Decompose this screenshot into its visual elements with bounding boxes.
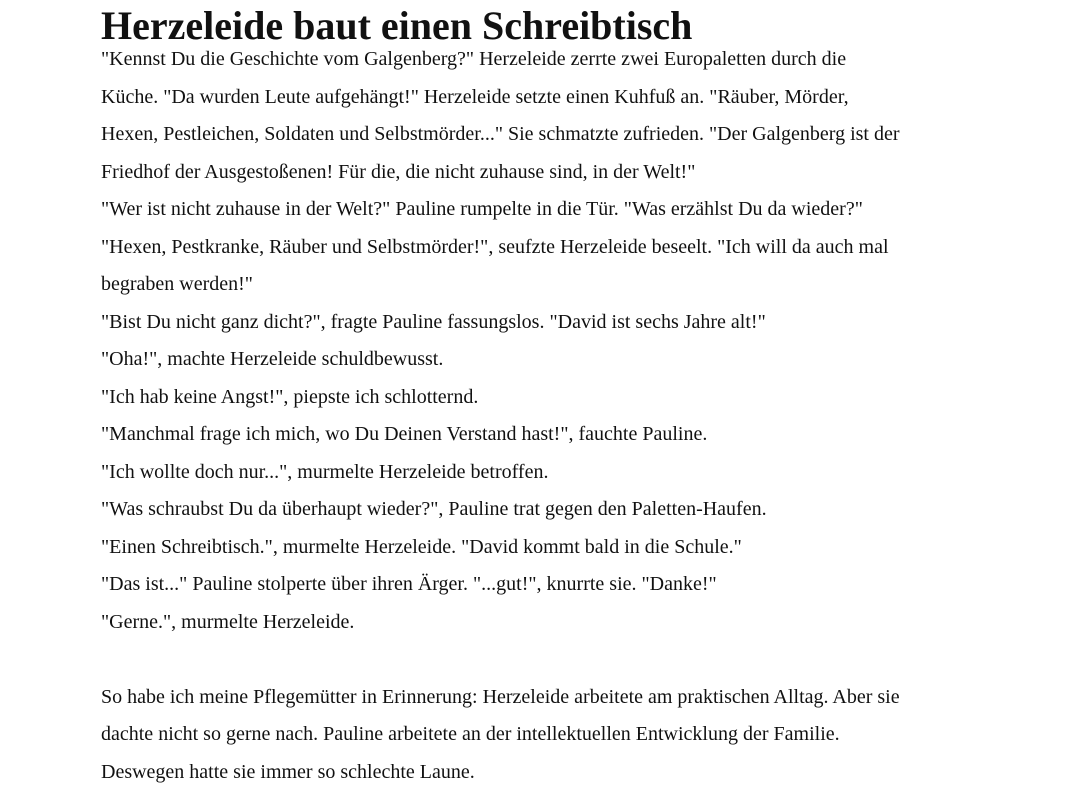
paragraph-schreibtisch: "Einen Schreibtisch.", murmelte Herzeleide. "David kommt bald in die Schule." [101, 535, 742, 558]
paragraph-begraben: "Hexen, Pestkranke, Räuber und Selbstmörder!", seufzte Herzeleide beseelt. "Ich will da auch mal begraben werden!" [101, 235, 889, 295]
paragraph-oha: "Oha!", machte Herzeleide schuldbewusst. [101, 348, 444, 370]
article [101, 3, 1001, 791]
paragraph-galgenberg: "Kennst Du die Geschichte vom Galgenberg?" Herzeleide zerrte zwei Europaletten durch die Küche. "Da wurden Leute aufgehängt!" Herzeleide setzte einen Kuhfuß an. "Räuber, Mörder, Hexen, Pestleichen, Soldaten und Selbstmörder..." Sie schmatzte zufrieden. "Der Galgenberg ist der Friedhof der Ausgestoßenen! Für die, die nicht zuhause sind, in der Welt!" [101, 48, 900, 183]
paragraph-verstand: "Manchmal frage ich mich, wo Du Deinen Verstand hast!", fauchte Pauline. [101, 423, 708, 445]
paragraph-danke: "Das ist..." Pauline stolperte über ihren Ärger. "...gut!", knurrte sie. "Danke!" [101, 573, 717, 595]
paragraph-gerne: "Gerne.", murmelte Herzeleide. [101, 610, 355, 633]
paragraph-pauline-tuer: "Wer ist nicht zuhause in der Welt?" Pauline rumpelte in die Tür. "Was erzählst Du da wieder?" [101, 198, 863, 220]
paragraph-closing: So habe ich meine Pflegemütter in Erinnerung: Herzeleide arbeitete am praktischen Alltag. Aber sie dachte nicht so gerne nach. Pauline arbeitete an der intellektuellen Entwicklung der Familie. Deswegen hatte sie immer so schlechte Laune. [101, 685, 900, 783]
paragraph-spacer [101, 641, 1001, 679]
article-title: Herzeleide baut einen Schreibtisch [101, 3, 693, 48]
paragraph-wollte-nur: "Ich wollte doch nur...", murmelte Herzeleide betroffen. [101, 460, 549, 483]
paragraph-angst: "Ich hab keine Angst!", piepste ich schlotternd. [101, 385, 479, 408]
paragraph-dicht: "Bist Du nicht ganz dicht?", fragte Pauline fassungslos. "David ist sechs Jahre alt!" [101, 310, 766, 333]
paragraph-schraubst: "Was schraubst Du da überhaupt wieder?", Pauline trat gegen den Paletten-Haufen. [101, 498, 767, 520]
